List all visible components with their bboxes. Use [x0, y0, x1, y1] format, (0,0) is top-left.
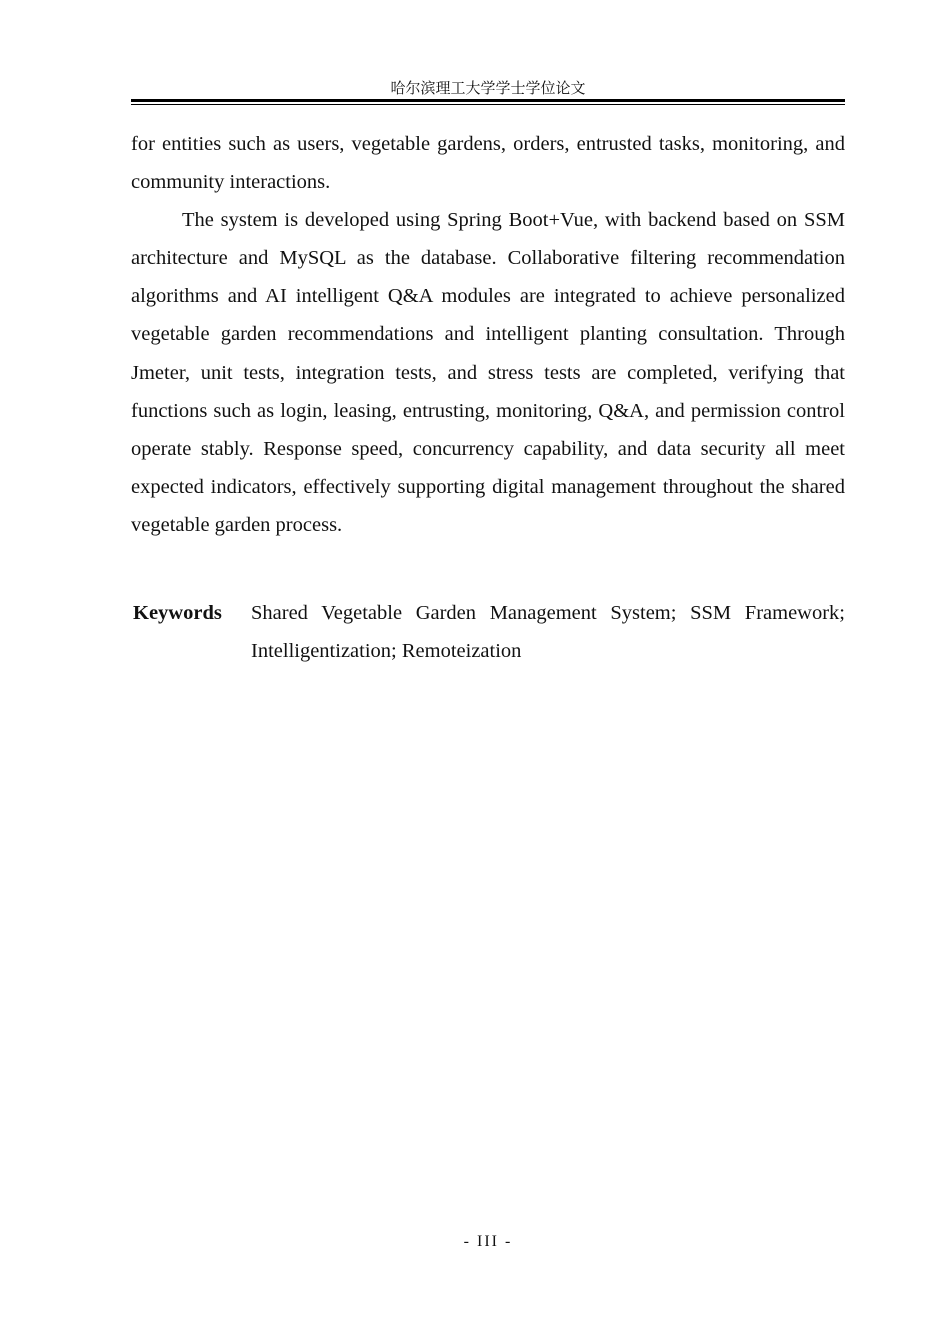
abstract-body	[131, 125, 845, 544]
paragraph-system-development: The system is developed using Spring Boot+Vue, with backend based on SSM architecture and MySQL as the database. Collaborative filtering recommendation algorithms and AI intelligent Q&A modules are integrated to achieve personalized vegetable garden recommendations and intelligent planting consultation. Through Jmeter, unit tests, integration tests, and stress tests are completed, verifying that functions such as login, leasing, entrusting, monitoring, Q&A, and permission control operate stably. Response speed, concurrency capability, and data security all meet expected indicators, effectively supporting digital management throughout the shared vegetable garden process.	[131, 209, 845, 536]
keywords-list: Shared Vegetable Garden Management System; SSM Framework; Intelligentization; Remoteization	[251, 602, 845, 663]
keywords-label: Keywords	[133, 602, 222, 624]
running-header: 哈尔滨理工大学学士学位论文	[390, 79, 586, 97]
header-rule-thin	[131, 104, 845, 105]
page-number: - III -	[463, 1233, 513, 1250]
keywords-section	[131, 594, 845, 670]
paragraph-continuation: for entities such as users, vegetable gardens, orders, entrusted tasks, monitoring, and community interactions.	[131, 133, 845, 194]
header-rule-thick	[131, 99, 845, 102]
